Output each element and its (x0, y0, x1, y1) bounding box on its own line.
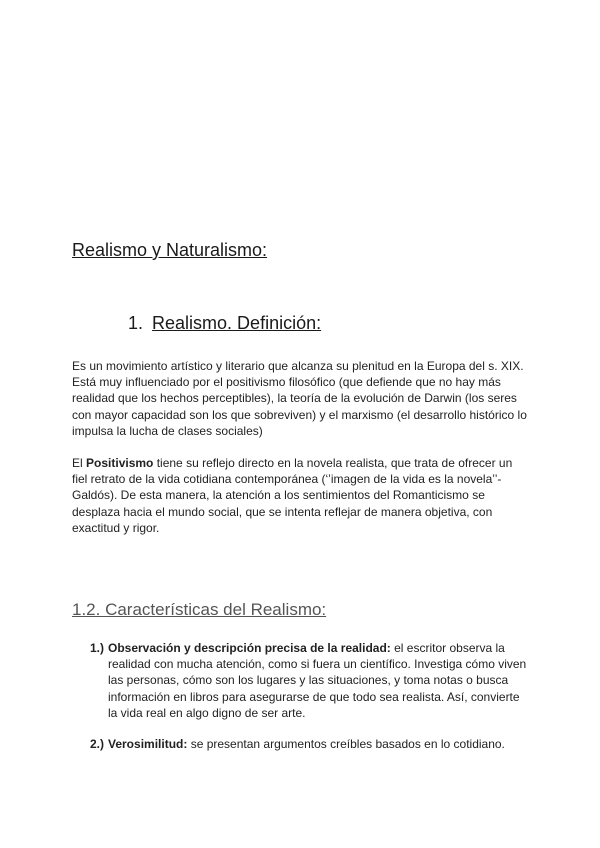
feature-item-verosimilitud (90, 736, 530, 752)
definition-paragraph: Es un movimiento artístico y literario que alcanza su plenitud en la Europa del s. XIX. Está muy influenciado por el positivismo filosófico (que defiende que no hay más realidad que los hechos perceptibles), la teoría de la evolución de Darwin (los seres con mayor capacidad son los que sobreviven) y el marxismo (el desarrollo histórico lo impulsa la lucha de clases sociales) (72, 359, 527, 438)
section-heading (128, 313, 321, 334)
section-number: 1. (128, 313, 144, 333)
positivism-term: Positivismo (86, 456, 154, 470)
feature-term: Verosimilitud: (108, 737, 188, 752)
feature-term: Observación y descripción precisa de la realidad: (108, 641, 391, 655)
feature-number: 1.) (90, 641, 105, 655)
feature-text: se presentan argumentos creíbles basados en lo cotidiano. (187, 737, 505, 752)
document-title: Realismo y Naturalismo: (72, 240, 268, 260)
positivism-prefix: El (72, 456, 87, 470)
feature-text: el escritor observa la realidad con mucha atención, como si fuera un científico. Investiga cómo viven las personas, cómo son los lugares y las situaciones, y toma notas o busca información en libros para asegurarse de que todo sea realista. Así, convierte la vida real en algo digno de ser arte. (108, 641, 527, 720)
positivism-paragraph (72, 455, 528, 536)
feature-item-observation (90, 640, 530, 721)
feature-number: 2.) (90, 737, 105, 752)
section-title: Realismo. Definición: (152, 313, 322, 333)
subsection-heading: 1.2. Características del Realismo: (72, 600, 327, 619)
features-list (90, 640, 530, 752)
positivism-body: tiene su reflejo directo en la novela realista, que trata de ofrecer un fiel retrato de la vida cotidiana contemporánea (‘’imagen de la vida es la novela’’- Galdós). De esta manera, la atención a los sentimientos del Romanticismo se desplaza hacia el mundo social, que se intenta reflejar de manera objetiva, con exactitud y rigor. (72, 456, 513, 535)
